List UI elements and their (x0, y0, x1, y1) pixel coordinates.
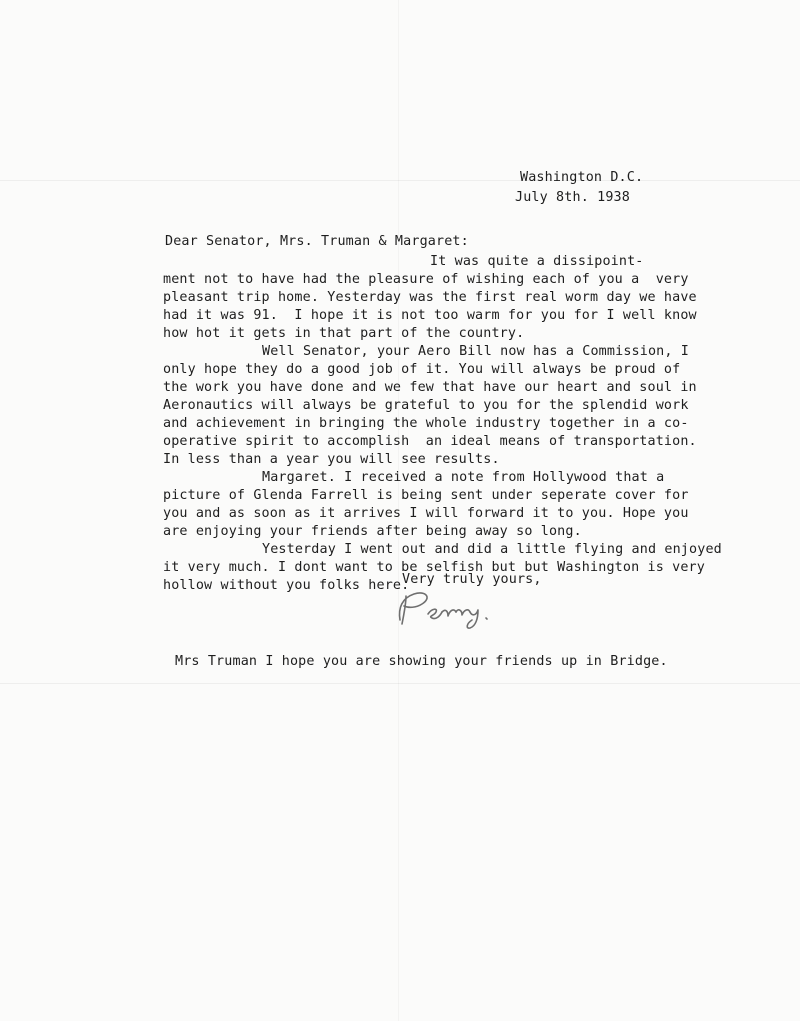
letter-date: July 8th. 1938 (515, 190, 630, 205)
paper-fold-line (0, 180, 800, 181)
body-line: Yesterday I went out and did a little flying and enjoyed (262, 542, 722, 557)
body-line: Margaret. I received a note from Hollywood that a (262, 470, 665, 485)
body-line: Aeronautics will always be grateful to you for the splendid work (163, 398, 689, 413)
body-line: how hot it gets in that part of the country. (163, 326, 525, 341)
body-line: It was quite a dissipoint- (430, 254, 644, 269)
body-line: you and as soon as it arrives I will forward it to you. Hope you (163, 506, 689, 521)
letter-postscript: Mrs Truman I hope you are showing your friends up in Bridge. (175, 654, 668, 669)
body-line: Well Senator, your Aero Bill now has a Commission, I (262, 344, 690, 359)
body-line: operative spirit to accomplish an ideal means of transportation. (163, 434, 697, 449)
body-line: are enjoying your friends after being away so long. (163, 524, 582, 539)
body-line: the work you have done and we few that have our heart and soul in (163, 380, 697, 395)
body-line: and achievement in bringing the whole industry together in a co- (163, 416, 689, 431)
body-line: picture of Glenda Farrell is being sent under seperate cover for (163, 488, 689, 503)
body-line: pleasant trip home. Yesterday was the first real worm day we have (163, 290, 697, 305)
letter-salutation: Dear Senator, Mrs. Truman & Margaret: (165, 234, 469, 249)
body-line: had it was 91. I hope it is not too warm for you for I well know (163, 308, 697, 323)
body-line: In less than a year you will see results. (163, 452, 500, 467)
paper-fold-line (0, 683, 800, 684)
body-line: only hope they do a good job of it. You will always be proud of (163, 362, 681, 377)
body-line: it very much. I dont want to be selfish but but Washington is very (163, 560, 705, 575)
letter-closing: Very truly yours, (402, 572, 542, 587)
letter-place: Washington D.C. (520, 170, 644, 185)
handwritten-signature (392, 582, 502, 632)
body-line: hollow without you folks here. (163, 578, 410, 593)
body-line: ment not to have had the pleasure of wishing each of you a very (163, 272, 689, 287)
